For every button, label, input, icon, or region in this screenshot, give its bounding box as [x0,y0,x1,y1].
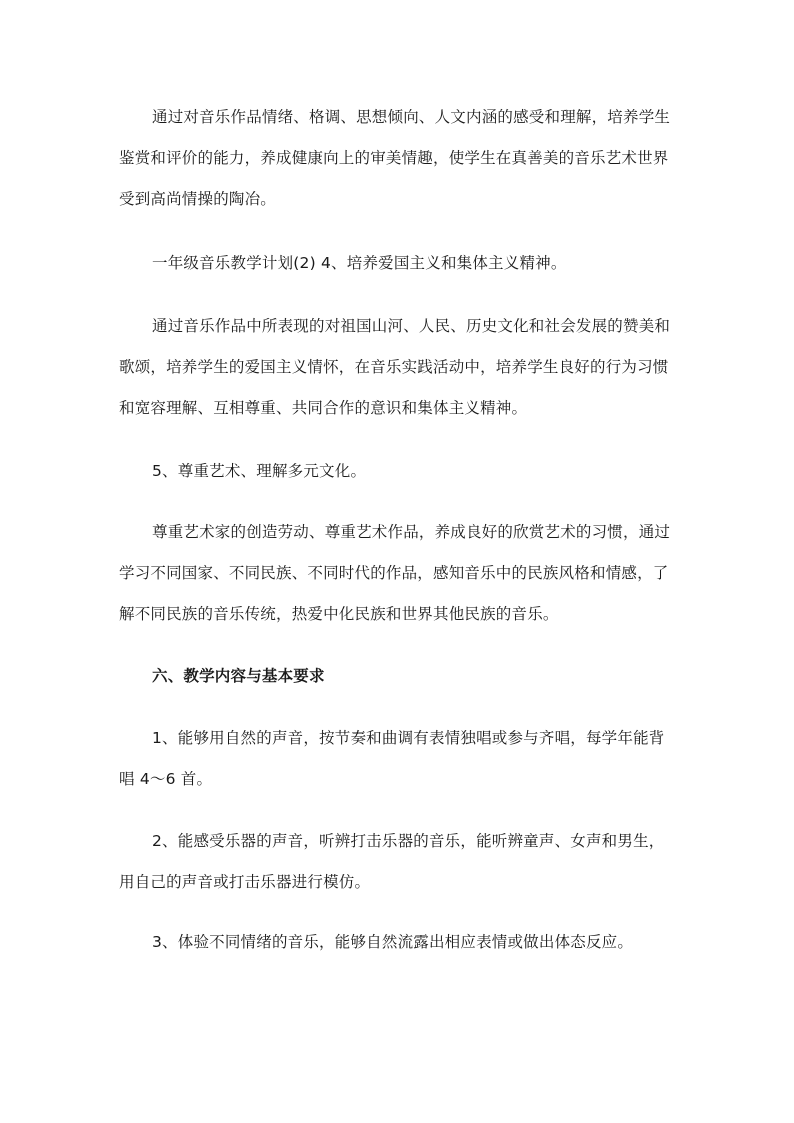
section-heading [119,656,679,697]
paragraph-line: 鉴赏和评价的能力，养成健康向上的审美情趣，使学生在真善美的音乐艺术世界 [119,149,669,167]
paragraph-line: 学习不同国家、不同民族、不同时代的作品，感知音乐中的民族风格和情感，了 [119,564,669,582]
requirement-item-2 [119,821,679,903]
paragraph-respect-art-title [119,451,679,492]
paragraph-line: 1、能够用自然的声音，按节奏和曲调有表情独唱或参与齐唱，每学年能背 [152,729,665,747]
paragraph-patriotism-title [119,243,679,284]
paragraph-line: 解不同民族的音乐传统，热爱中化民族和世界其他民族的音乐。 [119,605,559,623]
section-heading-text: 六、教学内容与基本要求 [152,667,325,685]
requirement-item-3 [119,922,679,963]
paragraph-patriotism-body [119,306,679,429]
paragraph-line: 用自己的声音或打击乐器进行模仿。 [119,873,371,891]
paragraph-line: 通过对音乐作品情绪、格调、思想倾向、人文内涵的感受和理解，培养学生 [152,108,671,126]
requirement-item-1 [119,718,679,800]
paragraph-line: 通过音乐作品中所表现的对祖国山河、人民、历史文化和社会发展的赞美和 [152,317,671,335]
paragraph-respect-art-body [119,512,679,635]
paragraph-line: 尊重艺术家的创造劳动、尊重艺术作品，养成良好的欣赏艺术的习惯，通过 [152,523,671,541]
paragraph-line: 歌颂，培养学生的爱国主义情怀，在音乐实践活动中，培养学生良好的行为习惯 [119,358,669,376]
paragraph-line: 和宽容理解、互相尊重、共同合作的意识和集体主义精神。 [119,399,528,417]
paragraph-line: 受到高尚情操的陶冶。 [119,190,277,208]
paragraph-line: 3、体验不同情绪的音乐，能够自然流露出相应表情或做出体态反应。 [152,933,634,951]
paragraph-line: 一年级音乐教学计划(2) 4、培养爱国主义和集体主义精神。 [152,254,567,272]
paragraph-music-appreciation [119,97,679,220]
paragraph-line: 唱 4～6 首。 [119,770,213,788]
paragraph-line: 5、尊重艺术、理解多元文化。 [152,462,367,480]
paragraph-line: 2、能感受乐器的声音，听辨打击乐器的音乐，能听辨童声、女声和男生， [152,832,665,850]
